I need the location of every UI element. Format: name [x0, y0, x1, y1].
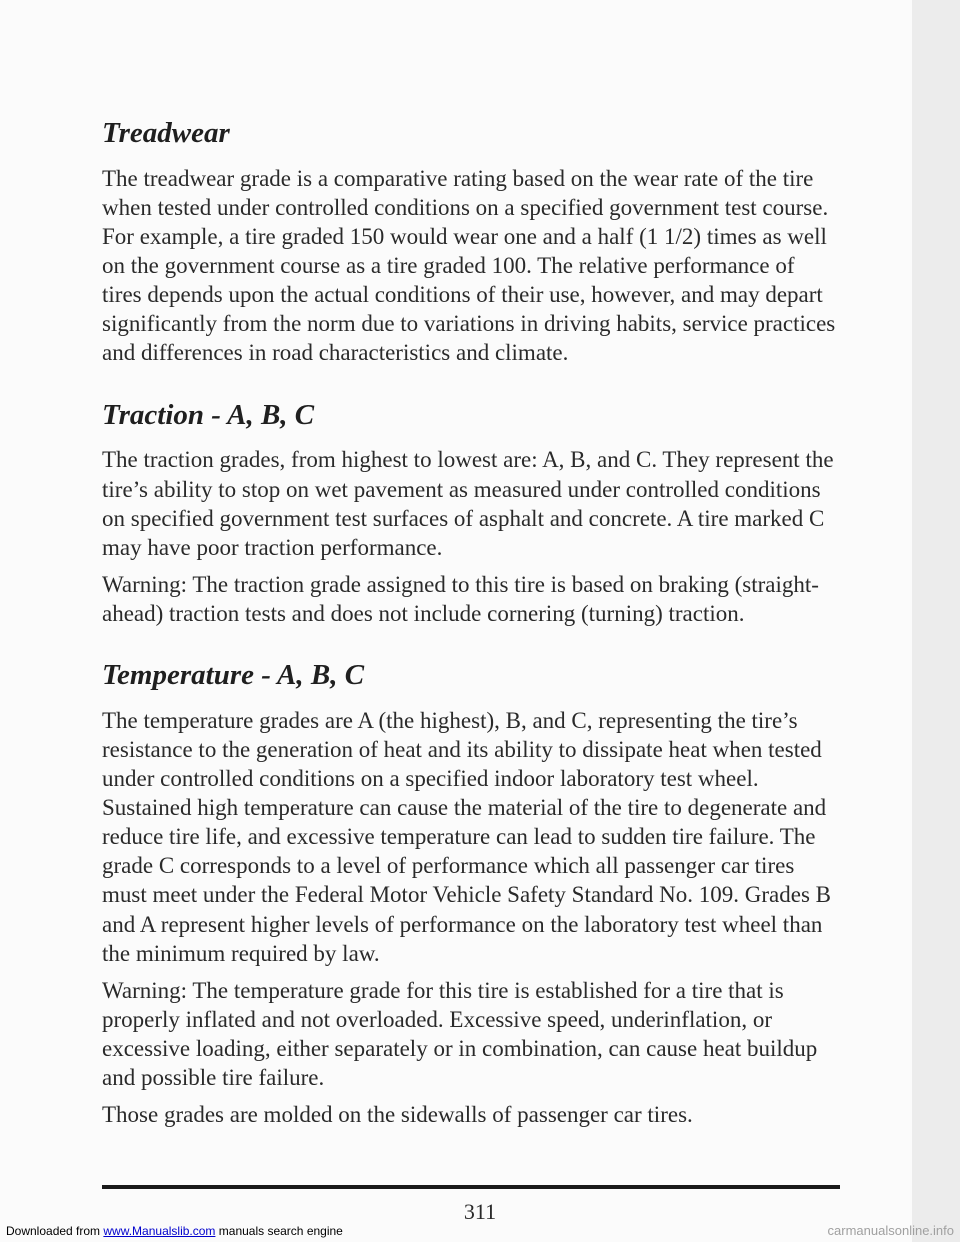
download-note: [6, 1224, 343, 1238]
page-number: 311: [463, 1199, 497, 1224]
page-edge-shadow: [912, 0, 960, 1242]
sidewall-note: Those grades are molded on the sidewalls of passenger car tires.: [102, 1102, 693, 1128]
temperature-warning: Warning: The temperature grade for this tire is established for a tire that is properly inflated and not overloaded. Excessive speed, underinflation, or excessive loading, either separately or in combination, can cause heat buildup and possible tire failure.: [102, 977, 818, 1091]
traction-heading: Traction - A, B, C: [102, 398, 315, 431]
traction-section: [102, 400, 837, 628]
treadwear-section: [102, 118, 837, 368]
traction-paragraph: The traction grades, from highest to lowest are: A, B, and C. They represent the tire’s ability to stop on wet pavement as measured under controlled conditions on specified government test surfaces of asphalt and concrete. A tire marked C may have poor traction performance.: [102, 447, 834, 560]
page-content: [102, 118, 837, 1137]
download-prefix: Downloaded from: [6, 1224, 104, 1238]
footer-rule: [102, 1185, 840, 1189]
carmanualsonline-watermark: carmanualsonline.info: [827, 1223, 954, 1238]
traction-warning: Warning: The traction grade assigned to this tire is based on braking (straight-ahead) traction tests and does not include cornering (turning) traction.: [102, 571, 819, 626]
temperature-section: [102, 660, 837, 1129]
section-spacer: [102, 376, 837, 400]
treadwear-heading: Treadwear: [102, 117, 230, 149]
manualslib-link[interactable]: www.Manualslib.com: [103, 1224, 216, 1238]
temperature-heading: Temperature - A, B, C: [102, 659, 365, 691]
section-spacer: [102, 636, 837, 660]
treadwear-paragraph: The treadwear grade is a comparative rating based on the wear rate of the tire when tested under controlled conditions on a specified government test course. For example, a tire graded 150 would wear one and a half (1 1/2) times as well on the government course as a tire graded 100. The relative performance of tires depends upon the actual conditions of their use, however, and may depart significantly from the norm due to variations in driving habits, service practices and differences in road characteristics and climate.: [102, 165, 836, 366]
temperature-paragraph: The temperature grades are A (the highest), B, and C, representing the tire’s resistance to the generation of heat and its ability to dissipate heat when tested under controlled conditions on a specified indoor laboratory test wheel. Sustained high temperature can cause the material of the tire to degenerate and reduce tire life, and excessive temperature can lead to sudden tire failure. The grade C corresponds to a level of performance which all passenger car tires must meet under the Federal Motor Vehicle Safety Standard No. 109. Grades B and A represent higher levels of performance on the laboratory test wheel than the minimum required by law.: [102, 707, 832, 966]
download-suffix: manuals search engine: [215, 1224, 343, 1238]
